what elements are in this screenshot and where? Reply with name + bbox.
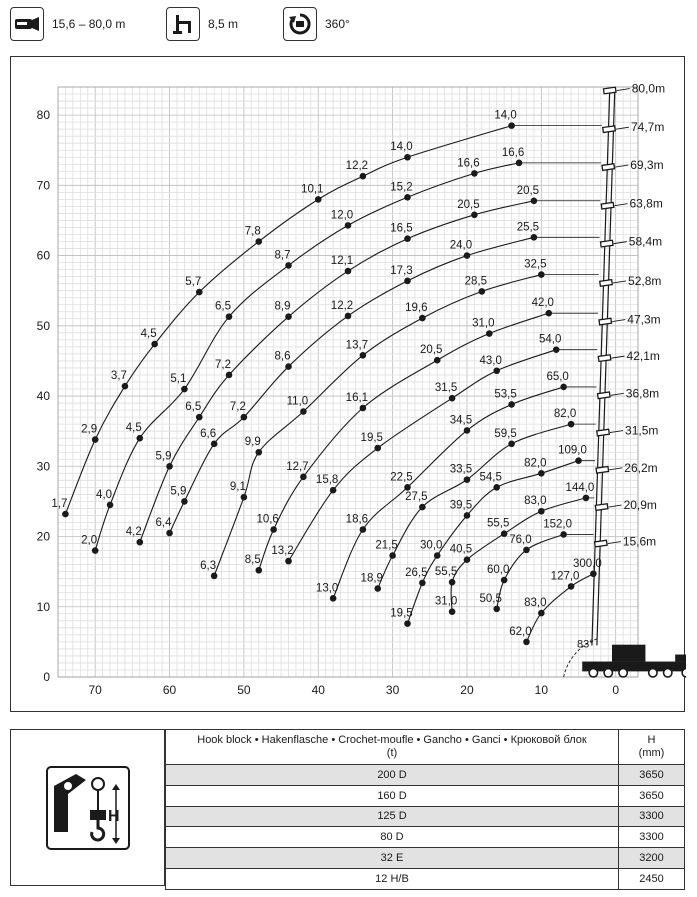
load-value-label: 32,5: [524, 258, 547, 271]
boom-length-label: 74,7m: [631, 120, 665, 135]
load-point: [226, 372, 233, 379]
load-point: [464, 427, 471, 434]
table-row: [166, 765, 685, 786]
load-point: [404, 194, 411, 201]
load-point: [300, 474, 307, 481]
hook-cell: 32 E: [166, 848, 619, 869]
load-point: [345, 313, 352, 320]
load-point: [449, 579, 456, 586]
h-cell: 3200: [619, 848, 685, 869]
boom-length-label: 80,0m: [631, 81, 666, 96]
crane-carrier: [582, 645, 686, 677]
load-point: [464, 252, 471, 259]
y-tick-label: 0: [43, 670, 50, 684]
load-value-label: 7,2: [229, 401, 246, 414]
x-tick-label: 50: [237, 683, 251, 697]
load-value-label: 17,3: [390, 264, 413, 277]
y-tick-label: 80: [36, 108, 50, 123]
load-value-label: 11,0: [286, 395, 309, 408]
load-value-label: 10,6: [256, 513, 279, 526]
x-tick-label: 20: [460, 683, 474, 697]
load-point: [575, 457, 582, 464]
load-value-label: 8,6: [274, 350, 291, 363]
load-point: [62, 511, 69, 518]
load-point: [501, 577, 508, 584]
load-point: [464, 476, 471, 483]
crane-wheel: [619, 669, 627, 677]
y-tick-label: 60: [36, 248, 50, 263]
boom-length-value: 15,6 – 80,0 m: [52, 17, 126, 31]
table-row: [166, 848, 685, 869]
load-value-label: 31,0: [434, 595, 458, 608]
load-value-label: 83,0: [524, 597, 547, 610]
load-value-label: 20,5: [420, 344, 443, 357]
load-value-label: 144,0: [565, 481, 595, 494]
load-value-label: 8,9: [274, 300, 291, 313]
load-point: [486, 330, 493, 337]
load-point: [374, 585, 381, 592]
load-point: [404, 235, 411, 242]
hook-column-header: [166, 730, 619, 765]
load-value-label: 2,9: [81, 423, 98, 436]
load-value-label: 4,5: [140, 328, 157, 341]
load-value-label: 54,5: [479, 471, 502, 484]
boom-length-label: 47,3m: [627, 312, 661, 327]
y-tick-label: 20: [36, 529, 50, 544]
boom-length-label: 31,5m: [625, 423, 659, 438]
table-row: [166, 868, 685, 889]
load-point: [434, 357, 441, 364]
load-value-label: 21,5: [375, 539, 398, 552]
load-point: [404, 154, 411, 161]
load-value-label: 9,9: [244, 436, 261, 449]
load-point: [255, 449, 262, 456]
load-value-label: 15,2: [390, 181, 413, 194]
load-value-label: 39,5: [449, 499, 473, 512]
crane-wheel: [589, 669, 597, 677]
load-value-label: 40,5: [449, 543, 473, 556]
load-point: [181, 386, 188, 393]
load-value-label: 27,5: [405, 491, 428, 504]
load-point: [330, 595, 337, 602]
h-cell: 3650: [619, 785, 685, 806]
load-value-label: 82,0: [553, 408, 577, 421]
boom-label-leader: [609, 505, 622, 507]
load-value-label: 12,2: [345, 160, 369, 173]
load-value-label: 28,5: [464, 275, 488, 288]
load-value-label: 6,6: [200, 427, 217, 440]
table-row: [166, 827, 685, 848]
y-tick-label: 50: [36, 318, 50, 333]
boom-section-marker: [603, 126, 616, 133]
boom-section-marker: [597, 429, 610, 436]
load-value-label: 31,0: [472, 317, 495, 330]
load-point: [560, 531, 567, 538]
load-point: [211, 573, 218, 580]
load-value-label: 20,5: [457, 198, 480, 211]
load-point: [464, 556, 471, 563]
boom-length-label: 36,8m: [625, 386, 660, 401]
load-value-label: 12,0: [330, 209, 354, 222]
boom-length-icon: [10, 7, 44, 41]
load-point: [300, 408, 307, 415]
boom-section-marker: [600, 240, 613, 247]
boom-section-marker: [595, 504, 608, 511]
load-value-label: 3,7: [110, 370, 127, 383]
load-value-label: 42,0: [531, 297, 554, 310]
h-cell: 3300: [619, 806, 685, 827]
load-point: [92, 547, 99, 554]
load-point: [538, 271, 545, 278]
load-value-label: 16,6: [501, 146, 525, 159]
load-value-label: 12,2: [330, 299, 354, 312]
load-value-label: 4,0: [96, 488, 113, 501]
load-point: [538, 508, 545, 515]
x-tick-label: 10: [534, 683, 549, 697]
load-value-label: 16,1: [345, 391, 369, 404]
load-point: [464, 512, 471, 519]
load-value-label: 43,0: [479, 354, 502, 367]
load-point: [508, 401, 515, 408]
boom-section-marker: [600, 280, 613, 287]
load-point: [255, 238, 262, 245]
h-cell: 3650: [619, 765, 685, 786]
boom-length-label: 20,9m: [623, 498, 657, 513]
load-point: [285, 363, 292, 370]
boom-label-leader: [613, 281, 626, 283]
load-value-label: 55,5: [434, 566, 458, 579]
boom-label-leader: [611, 393, 624, 395]
load-point: [360, 405, 367, 412]
load-value-label: 7,2: [215, 358, 232, 371]
boom-section-marker: [599, 318, 612, 325]
load-point: [434, 552, 441, 559]
load-value-label: 14,0: [494, 109, 517, 122]
load-point: [560, 384, 567, 391]
boom-section-marker: [598, 355, 611, 362]
boom-label-leader: [615, 204, 628, 206]
load-value-label: 4,2: [125, 526, 142, 539]
load-point: [493, 606, 500, 613]
load-value-label: 152,0: [543, 518, 573, 531]
crane-wheel: [604, 669, 612, 677]
h-column-title: H: [647, 734, 656, 746]
load-value-label: 6,3: [200, 559, 217, 572]
load-value-label: 4,5: [125, 422, 142, 435]
load-value-label: 13,2: [271, 545, 294, 558]
load-point: [538, 610, 545, 617]
load-point: [226, 313, 233, 320]
load-point: [166, 463, 173, 470]
load-value-label: 9,1: [229, 481, 246, 494]
load-value-label: 8,5: [244, 554, 261, 567]
load-value-label: 59,5: [494, 427, 517, 440]
hook-icon-cell: [10, 729, 165, 886]
load-point: [330, 487, 337, 494]
load-point: [374, 445, 381, 452]
load-point: [136, 435, 143, 442]
load-value-label: 62,0: [509, 625, 532, 638]
load-point: [404, 484, 411, 491]
load-value-label: 26,5: [405, 566, 428, 579]
load-value-label: 34,5: [449, 414, 473, 427]
load-point: [419, 580, 426, 587]
crane-wheel: [682, 669, 686, 677]
load-value-label: 15,8: [315, 474, 339, 487]
load-point: [553, 346, 560, 353]
h-column-unit: (mm): [638, 747, 665, 759]
load-value-label: 5,7: [185, 276, 202, 289]
load-value-label: 19,6: [405, 302, 428, 315]
h-cell: 3300: [619, 827, 685, 848]
load-value-label: 1,7: [51, 498, 68, 511]
load-point: [181, 498, 188, 505]
load-point: [285, 558, 292, 565]
table-row: [166, 785, 685, 806]
load-point: [419, 315, 426, 322]
load-point: [151, 341, 158, 348]
load-value-label: 82,0: [524, 457, 547, 470]
load-value-label: 2,0: [81, 534, 98, 547]
x-tick-label: 40: [311, 683, 325, 697]
hook-column-title: Hook block • Hakenflasche • Crochet-moufle • Gancho • Ganci • Крюковой блок: [197, 734, 587, 746]
x-tick-label: 70: [88, 683, 102, 697]
boom-label-leader: [615, 165, 628, 167]
crane-superstructure: [612, 645, 645, 662]
load-chart: [10, 56, 685, 712]
table-row: [166, 806, 685, 827]
load-chart-svg: [11, 57, 686, 713]
load-point: [196, 289, 203, 296]
load-point: [590, 570, 597, 577]
hook-block-table: [165, 729, 685, 890]
boom-length-label: 63,8m: [629, 196, 663, 211]
crane-wheel: [664, 669, 672, 677]
slewing-value: 360°: [325, 17, 350, 31]
load-point: [285, 313, 292, 320]
hook-icon-h-label: H: [107, 807, 120, 825]
load-point: [345, 268, 352, 275]
boom-section-marker: [601, 202, 614, 209]
load-value-label: 65,0: [546, 370, 569, 383]
load-point: [508, 441, 515, 448]
load-point: [508, 122, 515, 129]
boom-length-label: 58,4m: [628, 234, 663, 249]
spec-slewing: [283, 7, 350, 41]
hook-column-unit: (t): [386, 747, 398, 759]
load-value-label: 18,9: [360, 572, 383, 585]
load-point: [516, 160, 523, 167]
boom-section-marker: [602, 164, 615, 171]
load-value-label: 13,0: [315, 582, 339, 595]
y-tick-label: 10: [36, 599, 50, 614]
load-value-label: 33,5: [449, 463, 473, 476]
load-point: [389, 552, 396, 559]
outrigger-icon: [166, 7, 200, 41]
outrigger-value: 8,5 m: [208, 17, 239, 31]
load-point: [449, 395, 456, 402]
hook-block-table-section: [10, 729, 685, 886]
load-value-label: 5,9: [170, 485, 187, 498]
load-point: [92, 436, 99, 443]
load-value-label: 18,6: [345, 513, 369, 526]
load-point: [345, 222, 352, 229]
rotation-icon: [283, 7, 317, 41]
load-value-label: 50,5: [479, 592, 502, 605]
load-point: [568, 421, 575, 428]
boom-length-label: 42,1m: [626, 349, 660, 364]
hook-block-icon: [46, 766, 130, 850]
hook-cell: 125 D: [166, 806, 619, 827]
load-value-label: 7,8: [244, 225, 261, 238]
load-value-label: 5,1: [170, 373, 187, 386]
load-value-label: 19,5: [390, 607, 413, 620]
load-point: [270, 526, 277, 533]
load-value-label: 19,5: [360, 432, 383, 445]
hook-cell: 80 D: [166, 827, 619, 848]
load-value-label: 6,5: [215, 300, 232, 313]
load-point: [360, 526, 367, 533]
load-point: [196, 414, 203, 421]
load-point: [419, 504, 426, 511]
load-point: [315, 196, 322, 203]
boom-section-marker: [598, 392, 611, 399]
boom-length-label: 69,3m: [630, 158, 664, 173]
load-value-label: 20,5: [516, 184, 540, 197]
load-point: [241, 414, 248, 421]
load-value-label: 54,0: [539, 333, 562, 346]
h-column-header: [619, 730, 685, 765]
load-point: [211, 441, 218, 448]
load-point: [241, 494, 248, 501]
load-point: [449, 608, 456, 615]
load-value-label: 300,0: [572, 557, 602, 570]
load-point: [538, 470, 545, 477]
load-point: [568, 583, 575, 590]
load-value-label: 12,7: [286, 460, 309, 473]
load-point: [136, 539, 143, 546]
boom-length-label: 26,2m: [624, 460, 658, 475]
load-value-label: 83,0: [524, 495, 547, 508]
hook-table-header: [166, 730, 685, 765]
load-value-label: 22,5: [390, 471, 413, 484]
load-point: [285, 262, 292, 269]
y-tick-label: 40: [36, 389, 50, 404]
crane-wheel: [649, 669, 657, 677]
load-point: [255, 567, 262, 574]
y-tick-label: 70: [36, 178, 50, 193]
load-value-label: 127,0: [550, 570, 580, 583]
load-value-label: 60,0: [486, 564, 510, 577]
load-value-label: 25,5: [516, 221, 540, 234]
load-point: [501, 530, 508, 537]
load-point: [531, 234, 538, 241]
load-value-label: 16,5: [390, 222, 413, 235]
boom-section-marker: [596, 466, 609, 473]
load-value-label: 30,0: [420, 539, 443, 552]
load-value-label: 13,7: [345, 339, 369, 352]
load-point: [404, 620, 411, 627]
load-point: [404, 278, 411, 285]
boom-length-label: 52,8m: [628, 273, 662, 288]
load-value-label: 8,7: [274, 249, 291, 262]
load-value-label: 16,6: [457, 157, 480, 170]
y-tick-label: 30: [36, 459, 50, 474]
load-point: [493, 367, 500, 374]
load-value-label: 10,1: [301, 183, 324, 196]
spec-boom-length: [10, 7, 125, 41]
load-point: [523, 639, 530, 646]
h-cell: 2450: [619, 868, 685, 889]
boom-label-leader: [612, 356, 625, 358]
load-value-label: 76,0: [509, 533, 532, 546]
load-point: [471, 170, 478, 177]
load-value-label: 31,5: [434, 382, 458, 395]
load-value-label: 12,1: [330, 255, 354, 268]
boom-angle-label: 83°: [577, 638, 594, 651]
x-tick-label: 30: [385, 683, 400, 697]
load-value-label: 55,5: [486, 517, 510, 530]
load-point: [531, 197, 538, 204]
load-point: [493, 484, 500, 491]
hook-cell: 200 D: [166, 765, 619, 786]
hook-cell: 12 H/B: [166, 868, 619, 889]
load-value-label: 5,9: [155, 450, 172, 463]
boom-section-marker: [595, 540, 608, 547]
load-point: [360, 173, 367, 180]
boom-length-label: 15,6m: [622, 534, 657, 549]
load-point: [523, 547, 530, 554]
load-value-label: 24,0: [449, 239, 473, 252]
boom-section-marker: [603, 87, 616, 94]
crane-cab: [675, 655, 686, 662]
hook-cell: 160 D: [166, 785, 619, 806]
load-point: [166, 530, 173, 537]
load-point: [545, 310, 552, 317]
load-value-label: 109,0: [558, 444, 587, 457]
load-point: [360, 352, 367, 359]
x-tick-label: 0: [612, 683, 620, 697]
load-point: [583, 495, 590, 502]
spec-outrigger: [166, 7, 238, 41]
load-point: [479, 288, 486, 295]
load-point: [471, 212, 478, 219]
load-point: [122, 383, 129, 390]
load-value-label: 6,5: [185, 401, 202, 414]
load-value-label: 53,5: [494, 388, 517, 401]
load-value-label: 14,0: [390, 141, 413, 154]
load-point: [107, 502, 114, 509]
load-value-label: 6,4: [155, 517, 172, 530]
x-tick-label: 60: [162, 683, 177, 697]
